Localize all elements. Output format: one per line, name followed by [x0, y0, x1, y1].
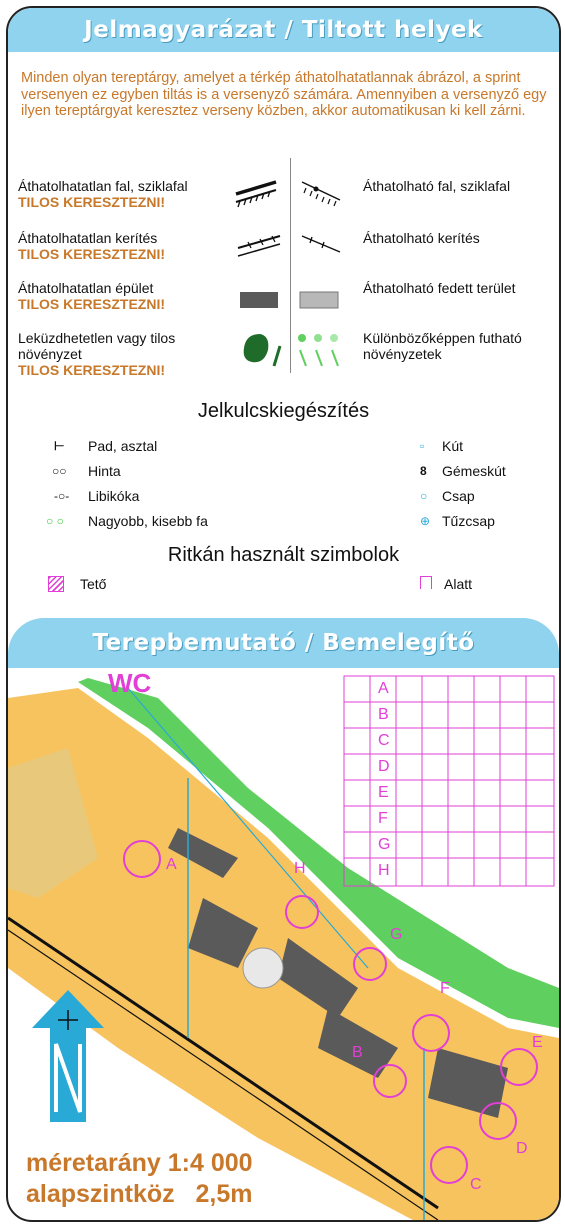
- control-label-g: G: [390, 926, 403, 943]
- tree-icon: ○ ○: [46, 514, 64, 528]
- legend-card: [6, 6, 561, 1222]
- control-label-h: H: [294, 860, 306, 877]
- under-icon: [420, 576, 432, 589]
- grid-letter: G: [378, 836, 391, 853]
- control-label-c: C: [470, 1176, 482, 1193]
- supplement-item-tap: Csap: [442, 488, 475, 504]
- legend-item-impassable-fence: [18, 230, 165, 262]
- legend-label: Leküzdhetetlen vagy tilos növényzet: [18, 330, 176, 362]
- map-title: Terepbemutató / Bemelegítő: [8, 618, 559, 668]
- roundabout: [243, 948, 283, 988]
- control-label-d: D: [516, 1140, 528, 1157]
- control-label-f: F: [440, 980, 450, 997]
- bench-icon: ⊢: [54, 439, 65, 453]
- impassable-fence-icon: [238, 236, 280, 256]
- legend-label: Áthatolhatatlan fal, sziklafal: [18, 178, 188, 194]
- scale-info: [26, 1148, 253, 1210]
- impassable-building-icon: [240, 292, 278, 308]
- well-icon: ▫: [420, 439, 425, 453]
- legend-item-vegetation: Különbözőképpen futható növényzetek: [363, 330, 522, 362]
- supplement-item-tree: Nagyobb, kisebb fa: [88, 513, 208, 529]
- rare-item-roof: Tető: [80, 576, 107, 592]
- tap-icon: ○: [420, 489, 428, 503]
- passable-covered-icon: [300, 292, 338, 308]
- legend-intro: Minden olyan tereptárgy, amelyet a térkép áthatolhatatlannak ábrázol, a sprint versenyen ez egyben tiltás is a versenyző számára. Amennyiben a versenyző egy ilyen tereptárgyat keresztez verseny közben, akkor automatikusan ki kell zárni.: [21, 70, 547, 119]
- legend-item-passable-fence: Áthatolható kerítés: [363, 230, 480, 246]
- vegetation-icon: [298, 334, 338, 366]
- legend-item-impassable-wall: [18, 178, 188, 210]
- legend-item-forbidden-vegetation: [18, 330, 218, 378]
- passable-wall-icon: [302, 182, 340, 206]
- control-label-a: A: [166, 856, 177, 873]
- legend-item-passable-wall: Áthatolható fal, sziklafal: [363, 178, 511, 194]
- roof-icon: [48, 576, 64, 592]
- grid-letter: E: [378, 784, 389, 801]
- grid-letter: D: [378, 758, 390, 775]
- legend-item-passable-covered: Áthatolható fedett terület: [363, 280, 516, 296]
- supplement-item-bench: Pad, asztal: [88, 438, 158, 454]
- forbidden-vegetation-icon: [244, 334, 280, 366]
- legend-label: Áthatolhatatlan épület: [18, 280, 154, 296]
- swing-icon: ○○: [52, 464, 67, 478]
- supplement-item-well: Kút: [442, 438, 464, 454]
- draw-well-icon: 8: [420, 464, 427, 478]
- grid-letter: A: [378, 680, 389, 697]
- scale-label: méretarány 1:4 000: [26, 1149, 253, 1177]
- supplement-item-hydrant: Tűzcsap: [442, 513, 495, 529]
- wc-label: WC: [108, 668, 152, 698]
- hydrant-icon: ⊕: [420, 514, 431, 528]
- forbidden-label: TILOS KERESZTEZNI!: [18, 194, 165, 210]
- supplement-item-draw-well: Gémeskút: [442, 463, 506, 479]
- supplement-item-swing: Hinta: [88, 463, 121, 479]
- passable-fence-icon: [302, 236, 340, 252]
- rare-item-under: Alatt: [444, 576, 473, 592]
- control-label-b: B: [352, 1044, 363, 1061]
- seesaw-icon: -○-: [54, 489, 70, 503]
- control-grid: [344, 676, 554, 886]
- supplement-title: Jelkulcskiegészítés: [197, 400, 370, 422]
- legend-symbols: [230, 168, 360, 378]
- control-label-e: E: [532, 1034, 543, 1051]
- grid-letter: B: [378, 706, 389, 723]
- impassable-wall-icon: [236, 182, 276, 207]
- supplement-item-seesaw: Libikóka: [88, 488, 140, 504]
- grid-letter: F: [378, 810, 388, 827]
- legend-label: Áthatolhatatlan kerítés: [18, 230, 158, 246]
- forbidden-label: TILOS KERESZTEZNI!: [18, 296, 165, 312]
- contour-label: alapszintköz 2,5m: [26, 1180, 253, 1208]
- orienteering-map: [8, 668, 559, 1222]
- grid-letter: C: [378, 732, 390, 749]
- grid-letter: H: [378, 862, 390, 879]
- forbidden-label: TILOS KERESZTEZNI!: [18, 246, 165, 262]
- rare-title: Ritkán használt szimbolok: [167, 544, 400, 566]
- forbidden-label: TILOS KERESZTEZNI!: [18, 362, 165, 378]
- legend-title: Jelmagyarázat / Tiltott helyek: [8, 8, 559, 52]
- legend-item-impassable-building: [18, 280, 165, 312]
